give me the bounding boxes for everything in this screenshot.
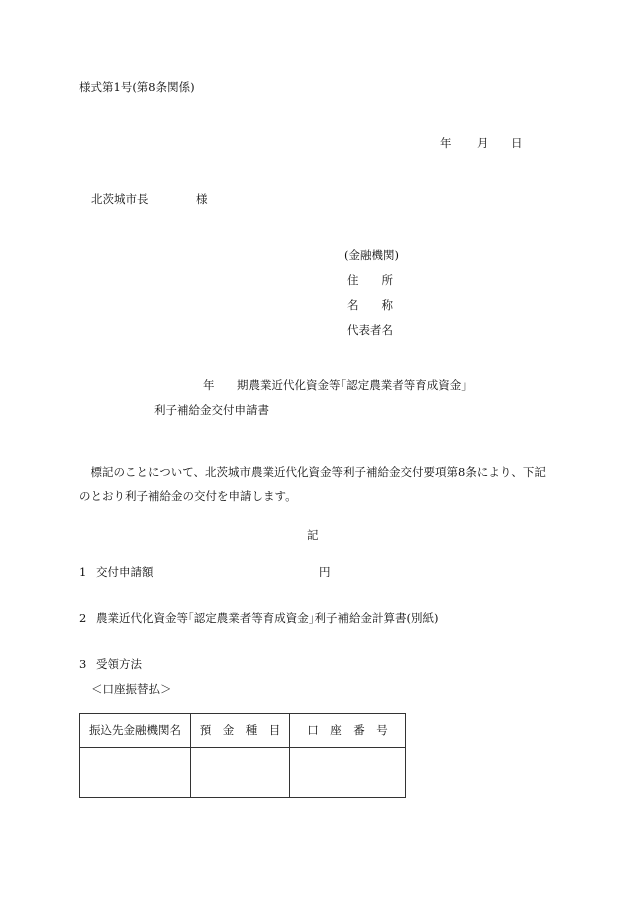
body-paragraph [79, 460, 549, 508]
item-1-number: 1 [79, 565, 87, 579]
body-line-2: のとおり利子補給金の交付を申請します。 [79, 489, 297, 503]
item-1-unit: 円 [319, 565, 331, 579]
account-number-cell[interactable] [290, 748, 406, 798]
header-deposit-type: 預 金 種 目 [191, 714, 290, 748]
ki-heading: 記 [307, 528, 319, 542]
header-bank-name: 振込先金融機関名 [80, 714, 191, 748]
item-1-label: 交付申請額 [96, 565, 154, 579]
applicant-name-label: 名 称 [347, 298, 393, 312]
date-day: 日 [511, 136, 523, 150]
applicant-heading: (金融機関) [344, 248, 399, 262]
deposit-type-cell[interactable] [191, 748, 290, 798]
item-2-label: 農業近代化資金等｢認定農業者等育成資金｣利子補給金計算書(別紙) [96, 611, 439, 625]
addressee-name: 北茨城市長 [91, 192, 149, 206]
item-2-number: 2 [79, 611, 87, 625]
item-3-number: 3 [79, 657, 87, 671]
account-table-header-row [80, 714, 406, 748]
applicant-representative-label: 代表者名 [347, 323, 393, 337]
account-table [79, 713, 406, 798]
addressee-honorific: 様 [196, 192, 208, 206]
account-table-entry-row [80, 748, 406, 798]
date-month: 月 [477, 136, 489, 150]
header-account-number: 口 座 番 号 [290, 714, 406, 748]
title-line2: 利子補給金交付申請書 [154, 403, 269, 417]
date-year: 年 [440, 136, 452, 150]
applicant-address-label: 住 所 [347, 273, 393, 287]
title-line1: 期農業近代化資金等｢認定農業者等育成資金｣ [237, 378, 467, 392]
form-number: 様式第1号(第8条関係) [79, 80, 195, 94]
item-3-label: 受領方法 [96, 657, 142, 671]
title-year: 年 [203, 378, 215, 392]
bank-name-cell[interactable] [80, 748, 191, 798]
transfer-heading: ＜口座振替払＞ [91, 682, 172, 696]
body-line-1: 標記のことについて、北茨城市農業近代化資金等利子補給金交付要項第8条により、下記 [79, 465, 546, 479]
